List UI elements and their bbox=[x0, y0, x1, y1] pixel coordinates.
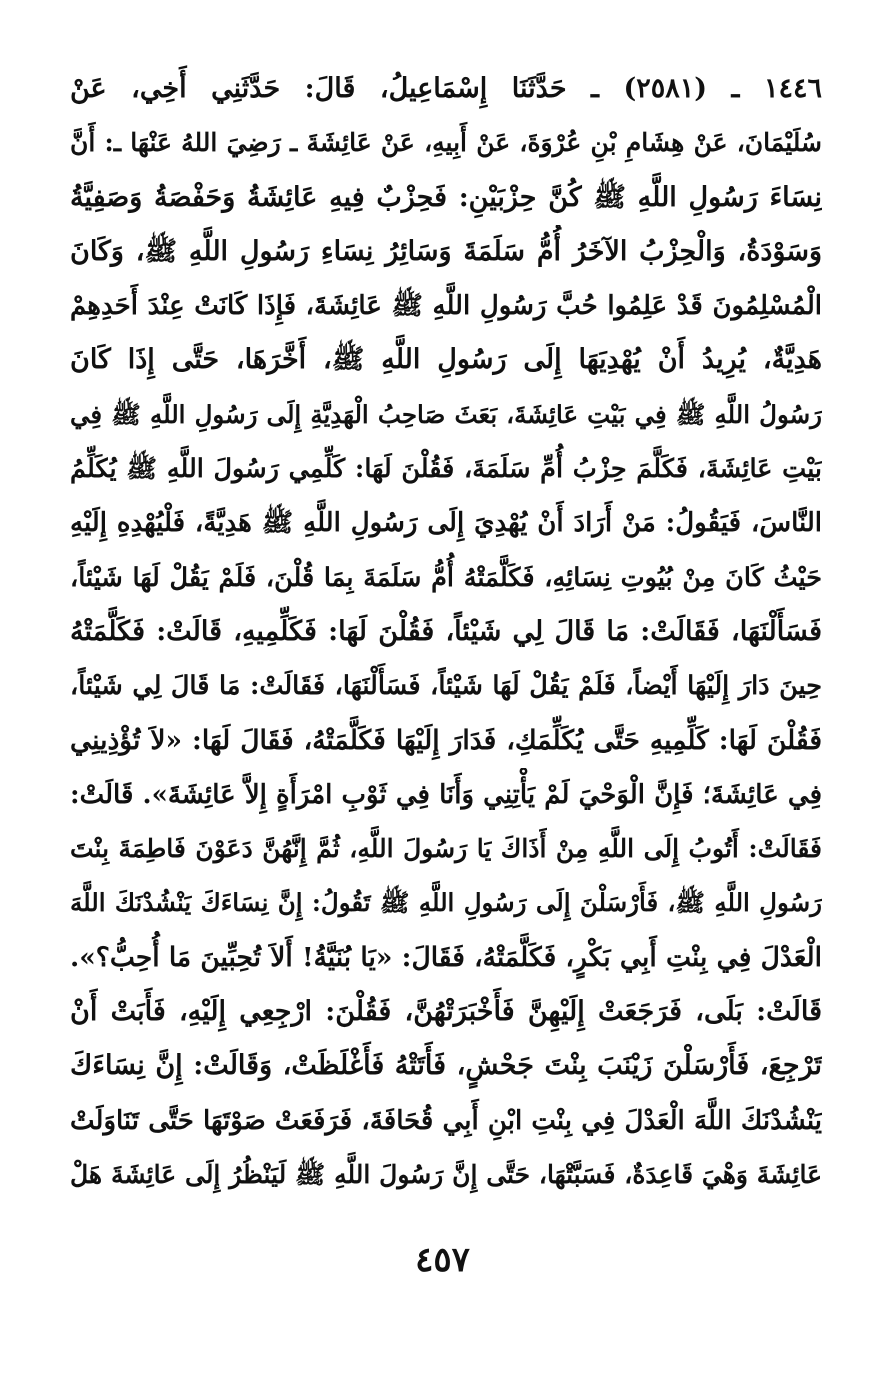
page-number: ٤٥٧ bbox=[415, 1240, 470, 1280]
hadith-text-block bbox=[70, 62, 822, 1202]
text-line: حِينَ دَارَ إِلَيْهَا أَيْضاً، فَلَمْ يَقُلْ لَهَا شَيْئاً، فَسَأَلْنَهَا، فَقَالَتْ: مَا قَالَ لِي شَيْئاً، bbox=[70, 671, 822, 702]
text-line: نِسَاءَ رَسُولِ اللَّهِ ﷺ كُنَّ حِزْبَيْنِ: فَحِزْبٌ فِيهِ عَائِشَةُ وَحَفْصَةُ وَصَفِيَّةُ bbox=[70, 181, 822, 213]
text-line: يَنْشُدْنَكَ اللَّهَ الْعَدْلَ فِي بِنْتِ ابْنِ أَبِي قُحَافَةَ، فَرَفَعَتْ صَوْتَهَا حَتَّى تَنَاوَلَتْ bbox=[70, 1105, 822, 1136]
text-line: فِي عَائِشَةَ؛ فَإِنَّ الْوَحْيَ لَمْ يَأْتِنِي وَأَنَا فِي ثَوْبِ امْرَأَةٍ إِلاَّ عَائِشَةَ». قَالَتْ: bbox=[70, 779, 822, 810]
text-line: تَرْجِعَ، فَأَرْسَلْنَ زَيْنَبَ بِنْتَ جَحْشٍ، فَأَتَتْهُ فَأَغْلَظَتْ، وَقَالَتْ: إِنَّ نِسَاءَكَ bbox=[70, 1050, 822, 1082]
text-line: رَسُولُ اللَّهِ ﷺ فِي بَيْتِ عَائِشَةَ، بَعَثَ صَاحِبُ الْهَدِيَّةِ إِلَى رَسُولِ اللَّهِ ﷺ فِي bbox=[70, 399, 822, 429]
text-line: فَسَأَلْنَهَا، فَقَالَتْ: مَا قَالَ لِي شَيْئاً، فَقُلْنَ لَهَا: فَكَلِّمِيهِ، قَالَتْ: فَكَلَّمَتْهُ bbox=[70, 615, 822, 647]
text-line: النَّاسَ، فَيَقُولُ: مَنْ أَرَادَ أَنْ يُهْدِيَ إِلَى رَسُولِ اللَّهِ ﷺ هَدِيَّةً، فَلْيُهْدِهِ إِلَيْهِ bbox=[70, 508, 822, 539]
text-line: رَسُولِ اللَّهِ ﷺ، فَأَرْسَلْنَ إِلَى رَسُولِ اللَّهِ ﷺ تَقُولُ: إِنَّ نِسَاءَكَ يَنْشُدْنَكَ اللَّهَ bbox=[70, 888, 822, 918]
text-line: فَقُلْنَ لَهَا: كَلِّمِيهِ حَتَّى يُكَلِّمَكِ، فَدَارَ إِلَيْهَا فَكَلَّمَتْهُ، فَقَالَ لَهَا: «لاَ تُؤْذِينِي bbox=[70, 724, 822, 756]
text-line: ١٤٤٦ ـ (٢٥٨١) ـ حَدَّثَنَا إِسْمَاعِيلُ، قَالَ: حَدَّثَنِي أَخِي، عَنْ bbox=[70, 73, 822, 104]
text-line: بَيْتِ عَائِشَةَ، فَكَلَّمَ حِزْبُ أُمِّ سَلَمَةَ، فَقُلْنَ لَهَا: كَلِّمِي رَسُولَ اللَّهِ ﷺ يُكَلِّمُ bbox=[70, 454, 822, 485]
text-line: قَالَتْ: بَلَى، فَرَجَعَتْ إِلَيْهِنَّ فَأَخْبَرَتْهُنَّ، فَقُلْنَ: ارْجِعِي إِلَيْهِ، فَأَبَتْ أَنْ bbox=[70, 996, 822, 1028]
text-line: هَدِيَّةٌ، يُرِيدُ أَنْ يُهْدِيَهَا إِلَى رَسُولِ اللَّهِ ﷺ، أَخَّرَهَا، حَتَّى إِذَا كَانَ bbox=[70, 344, 822, 376]
text-line: فَقَالَتْ: أَتُوبُ إِلَى اللَّهِ مِنْ أَذَاكَ يَا رَسُولَ اللَّهِ، ثُمَّ إِنَّهُنَّ دَعَوْنَ فَاطِمَةَ بِنْتَ bbox=[70, 834, 822, 864]
text-line: الْعَدْلَ فِي بِنْتِ أَبِي بَكْرٍ، فَكَلَّمَتْهُ، فَقَالَ: «يَا بُنَيَّةُ! أَلاَ تُحِبِّينَ مَا أُحِبُّ؟». bbox=[70, 941, 822, 973]
text-line: الْمُسْلِمُونَ قَدْ عَلِمُوا حُبَّ رَسُولِ اللَّهِ ﷺ عَائِشَةَ، فَإِذَا كَانَتْ عِنْدَ أَحَدِهِمْ bbox=[70, 291, 822, 322]
text-line: سُلَيْمَانَ، عَنْ هِشَامِ بْنِ عُرْوَةَ، عَنْ أَبِيهِ، عَنْ عَائِشَةَ ـ رَضِيَ اللهُ عَنْهَا ـ: أَنَّ bbox=[70, 128, 822, 158]
text-line: وَسَوْدَةُ، وَالْحِزْبُ الآخَرُ أُمُّ سَلَمَةَ وَسَائِرُ نِسَاءِ رَسُولِ اللَّهِ ﷺ، وَكَانَ bbox=[70, 235, 822, 267]
text-line: حَيْثُ كَانَ مِنْ بُيُوتِ نِسَائِهِ، فَكَلَّمَتْهُ أُمُّ سَلَمَةَ بِمَا قُلْنَ، فَلَمْ يَقُلْ لَهَا شَيْئاً، bbox=[70, 562, 822, 593]
text-line: عَائِشَةَ وَهْيَ قَاعِدَةٌ، فَسَبَّتْهَا، حَتَّى إِنَّ رَسُولَ اللَّهِ ﷺ لَيَنْظُرُ إِلَى عَائِشَةَ هَلْ bbox=[70, 1159, 822, 1189]
